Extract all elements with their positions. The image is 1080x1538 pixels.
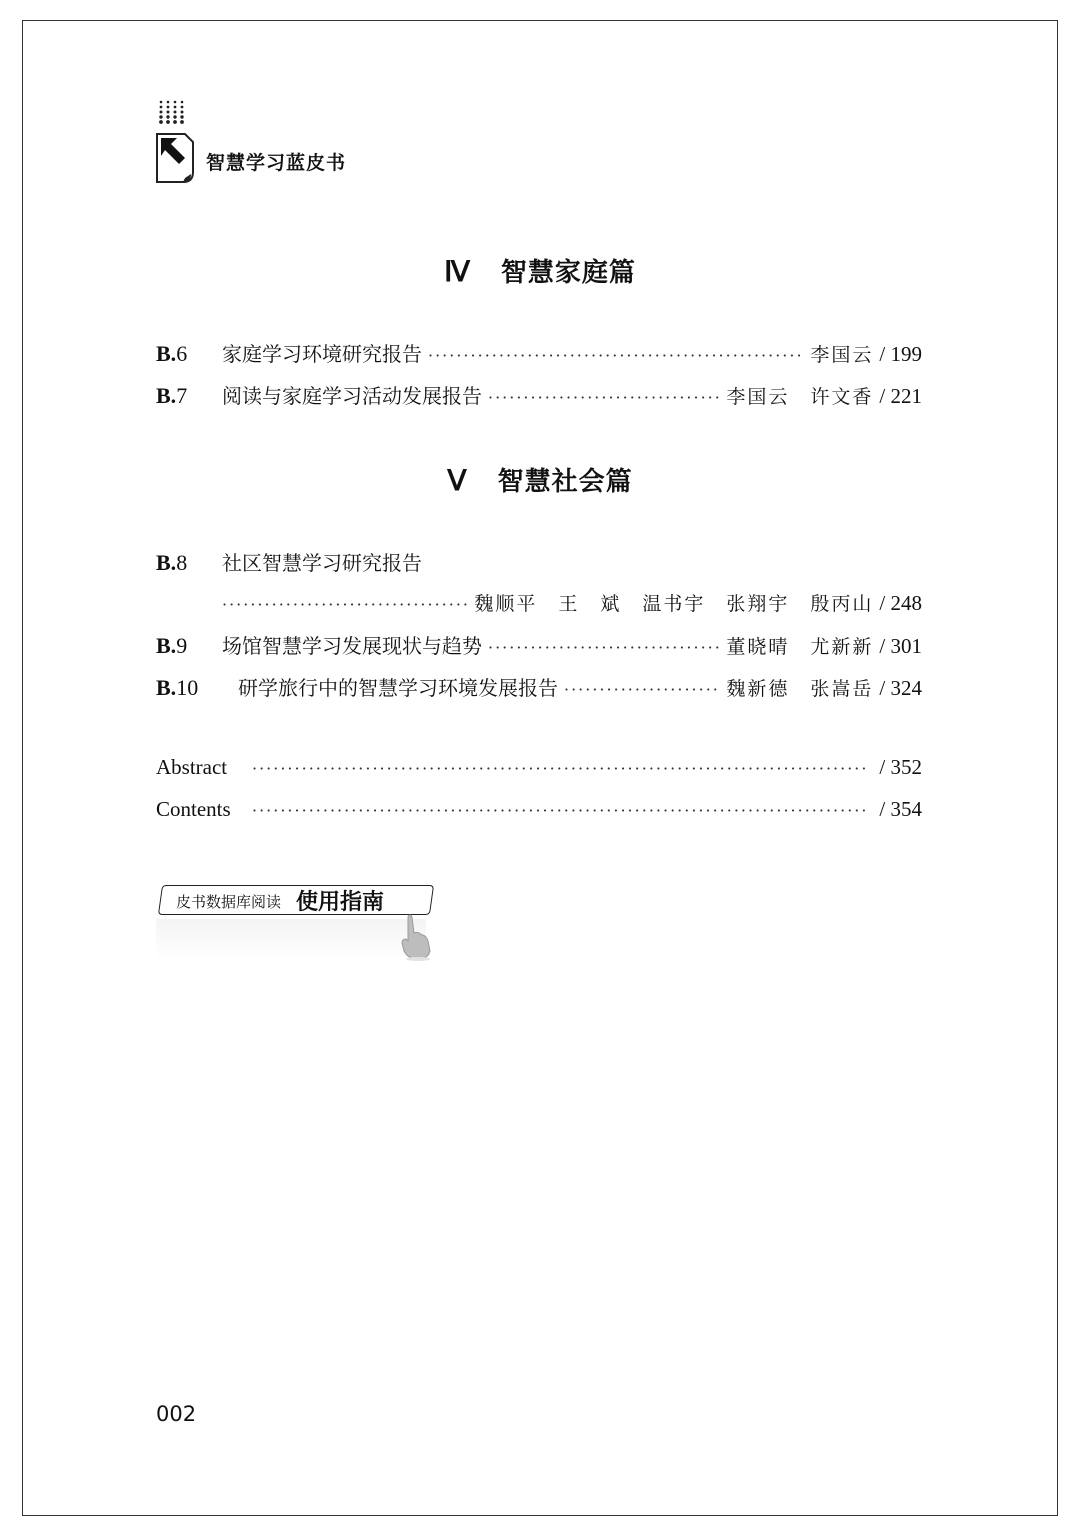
toc-entry-b8[interactable] bbox=[156, 547, 922, 579]
section-title-v bbox=[0, 461, 1080, 498]
entry-page: / 301 bbox=[879, 634, 922, 658]
entry-page: / 248 bbox=[879, 591, 922, 615]
entry-authors: 魏顺平 王 斌 温书宇 张翔宇 殷丙山 bbox=[474, 593, 874, 615]
entry-code: B.6 bbox=[156, 341, 188, 366]
entry-page: / 221 bbox=[879, 384, 922, 408]
entry-authors: 董晓晴 尤新新 bbox=[726, 636, 874, 658]
entry-page: / 354 bbox=[879, 797, 922, 821]
guide-small-text: 皮书数据库阅读 bbox=[176, 893, 282, 911]
book-corner-logo-icon bbox=[155, 98, 197, 186]
entry-code: B.9 bbox=[156, 633, 188, 658]
entry-code: B.8 bbox=[156, 550, 188, 575]
entry-authors: 李国云 bbox=[810, 344, 874, 366]
entry-page: / 324 bbox=[879, 676, 922, 700]
entry-title: Contents bbox=[156, 797, 231, 821]
toc-entry-b9[interactable] bbox=[156, 630, 922, 662]
leader-dots bbox=[488, 638, 720, 657]
entry-title: Abstract bbox=[156, 755, 228, 779]
leader-dots bbox=[564, 680, 720, 699]
series-title: 智慧学习蓝皮书 bbox=[206, 152, 347, 174]
leader-dots bbox=[428, 346, 804, 365]
toc-entry-contents[interactable] bbox=[156, 797, 922, 829]
toc-entry-b7[interactable] bbox=[156, 380, 922, 412]
toc-entry-b8-authors-line[interactable] bbox=[222, 589, 922, 621]
entry-title: 家庭学习环境研究报告 bbox=[222, 342, 422, 366]
section-name: 智慧社会篇 bbox=[497, 467, 633, 497]
page-number: 002 bbox=[156, 1402, 197, 1426]
entry-title: 场馆智慧学习发展现状与趋势 bbox=[222, 634, 482, 658]
database-guide-badge[interactable] bbox=[156, 883, 436, 963]
toc-entry-b10[interactable] bbox=[156, 672, 922, 704]
leader-dots bbox=[252, 759, 867, 778]
guide-shadow bbox=[156, 919, 426, 959]
leader-dots bbox=[222, 595, 468, 614]
section-name: 智慧家庭篇 bbox=[500, 258, 636, 288]
section-number: Ⅴ bbox=[447, 466, 468, 497]
leader-dots bbox=[488, 388, 720, 407]
entry-authors: 魏新德 张嵩岳 bbox=[726, 678, 874, 700]
section-number: Ⅳ bbox=[444, 257, 471, 288]
entry-code: B.7 bbox=[156, 383, 188, 408]
entry-page: / 352 bbox=[879, 755, 922, 779]
pointing-hand-icon bbox=[396, 913, 436, 961]
toc-entry-b6[interactable] bbox=[156, 338, 922, 370]
leader-dots bbox=[252, 801, 867, 820]
entry-title: 研学旅行中的智慧学习环境发展报告 bbox=[238, 676, 558, 700]
entry-code: B.10 bbox=[156, 675, 199, 700]
guide-big-text: 使用指南 bbox=[296, 889, 385, 915]
toc-entry-abstract[interactable] bbox=[156, 755, 922, 787]
entry-title: 社区智慧学习研究报告 bbox=[222, 551, 422, 575]
entry-title: 阅读与家庭学习活动发展报告 bbox=[222, 384, 482, 408]
entry-authors: 李国云 许文香 bbox=[726, 386, 874, 408]
entry-page: / 199 bbox=[879, 342, 922, 366]
section-title-iv bbox=[0, 252, 1080, 289]
